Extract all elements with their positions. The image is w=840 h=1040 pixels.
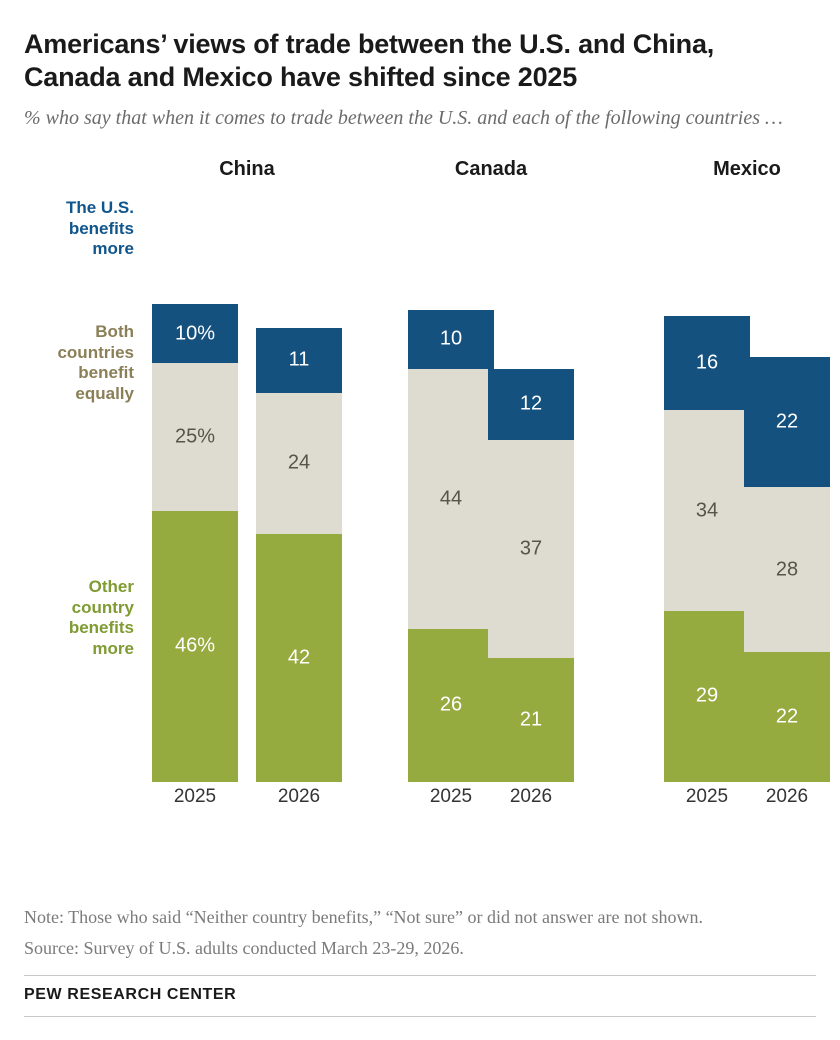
bar-segment[interactable] (744, 357, 830, 487)
bar-mexico-2025[interactable] (664, 316, 750, 782)
group-title-china: China (219, 157, 275, 180)
x-axis-label-mexico-2026: 2026 (765, 785, 809, 807)
bar-segment-label: 22 (775, 410, 799, 433)
bar-segment-label: 12 (519, 392, 543, 415)
bar-segment-label: 25% (174, 425, 216, 448)
bar-segment-label: 21 (519, 708, 543, 731)
bar-segment[interactable] (488, 440, 574, 658)
bar-canada-2026[interactable] (488, 369, 574, 782)
bar-segment-label: 10 (439, 327, 463, 350)
bar-segment-label: 16 (695, 351, 719, 374)
bar-segment[interactable] (152, 363, 238, 511)
bar-segment-label: 11 (288, 348, 310, 371)
bar-china-2026[interactable] (256, 328, 342, 782)
bar-segment[interactable] (408, 369, 494, 629)
bar-segment[interactable] (152, 304, 238, 363)
group-title-mexico: Mexico (713, 157, 781, 180)
bar-segment-label: 29 (695, 684, 719, 707)
bar-segment[interactable] (408, 310, 494, 369)
page-title: Americans’ views of trade between the U.S. and China, Canada and Mexico have shifted since 2025 (24, 29, 715, 93)
chart-footer (24, 905, 816, 1017)
bar-segment-label: 37 (519, 537, 543, 560)
x-axis-label-china-2026: 2026 (277, 785, 321, 807)
bar-segment-label: 46% (174, 634, 216, 657)
bar-segment[interactable] (256, 534, 342, 782)
legend-label-both-benefit-equally: Both countries benefit equally (57, 321, 134, 404)
brand-label: PEW RESEARCH CENTER (24, 985, 237, 1003)
x-axis-label-mexico-2025: 2025 (685, 785, 729, 807)
bar-segment-label: 44 (439, 487, 463, 510)
bar-segment[interactable] (152, 511, 238, 782)
x-axis-label-canada-2026: 2026 (509, 785, 553, 807)
plot-area (24, 192, 816, 782)
bar-segment[interactable] (488, 658, 574, 782)
bar-segment-label: 26 (439, 693, 463, 716)
bar-segment[interactable] (744, 487, 830, 652)
bar-segment[interactable] (488, 369, 574, 440)
chart-note: Note: Those who said “Neither country benefits,” “Not sure” or did not answer are not shown. (24, 907, 703, 927)
chart-subtitle: % who say that when it comes to trade between the U.S. and each of the following countries … (24, 106, 783, 129)
bar-segment-label: 42 (287, 646, 311, 669)
bar-segment-label: 22 (775, 705, 799, 728)
bar-segment[interactable] (256, 328, 342, 393)
bar-segment-label: 10% (174, 322, 216, 345)
divider-top (24, 975, 816, 976)
chart-source: Source: Survey of U.S. adults conducted March 23-29, 2026. (24, 938, 464, 959)
legend-label-other-country-benefits-more: Other country benefits more (68, 576, 134, 659)
bar-canada-2025[interactable] (408, 310, 494, 782)
bar-segment[interactable] (664, 410, 750, 611)
stacked-bar-chart (24, 158, 816, 818)
year-label-row (24, 786, 816, 812)
bar-segment-label: 28 (775, 558, 799, 581)
bar-segment[interactable] (408, 629, 494, 782)
group-title-canada: Canada (454, 157, 528, 180)
group-title-row (24, 158, 816, 188)
x-axis-label-canada-2025: 2025 (429, 785, 473, 807)
x-axis-label-china-2025: 2025 (173, 785, 217, 807)
bar-segment-label: 34 (695, 499, 719, 522)
bar-segment[interactable] (664, 316, 750, 410)
bar-segment[interactable] (664, 611, 750, 782)
bar-mexico-2026[interactable] (744, 357, 830, 782)
legend-label-us-benefits-more: The U.S. benefits more (65, 197, 134, 259)
bar-segment[interactable] (744, 652, 830, 782)
bar-segment[interactable] (256, 393, 342, 535)
divider-bottom (24, 1016, 816, 1017)
bar-segment-label: 24 (287, 451, 311, 474)
bar-china-2025[interactable] (152, 304, 238, 782)
